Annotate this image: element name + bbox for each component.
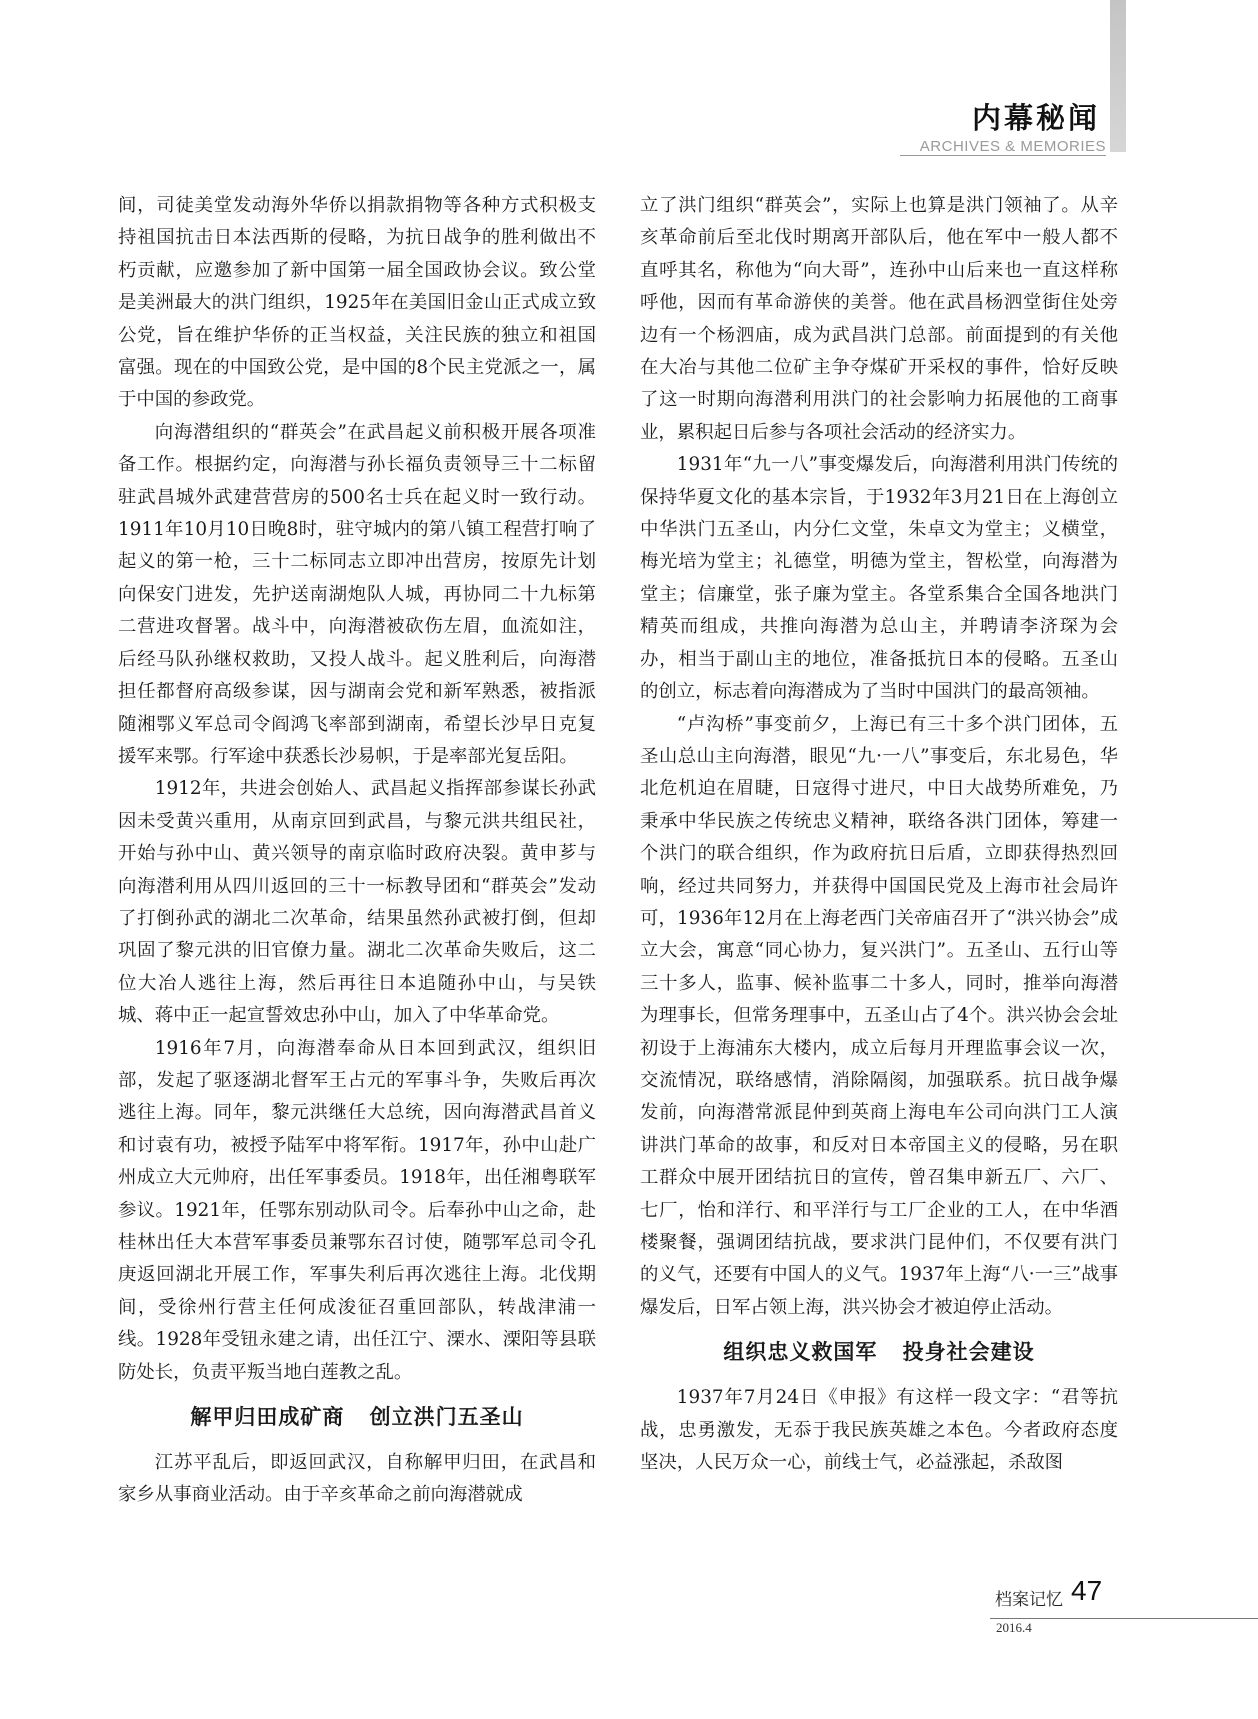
- paragraph: 1912年，共进会创始人、武昌起义指挥部参谋长孙武因未受黄兴重用，从南京回到武昌，与黎元洪共组民社，开始与孙中山、黄兴领导的南京临时政府决裂。黄申芗与向海潜利用从四川返回的三十一标教导团和“群英会”发动了打倒孙武的湖北二次革命，结果虽然孙武被打倒，但却巩固了黎元洪的旧官僚力量。湖北二次革命失败后，这二位大冶人逃往上海，然后再往日本追随孙中山，与吴铁城、蒋中正一起宣誓效忠孙中山，加入了中华革命党。: [118, 778, 596, 1027]
- page-number: 47: [1071, 1575, 1103, 1606]
- paragraph: 立了洪门组织“群英会”，实际上也算是洪门领袖了。从辛亥革命前后至北伐时期离开部队后，他在军中一般人都不直呼其名，称他为“向大哥”，连孙中山后来也一直这样称呼他，因而有革命游侠的美誉。他在武昌杨泗堂街住处旁边有一个杨泗庙，成为武昌洪门总部。前面提到的有关他在大冶与其他二位矿主争夺煤矿开采权的事件，恰好反映了这一时期向海潜利用洪门的社会影响力拓展他的工商事业，累积起日后参与各项社会活动的经济实力。: [640, 195, 1118, 443]
- paragraph: 向海潜组织的“群英会”在武昌起义前积极开展各项准备工作。根据约定，向海潜与孙长福负责领导三十二标留驻武昌城外武建营营房的500名士兵在起义时一致行动。1911年10月10日晚8时，驻守城内的第八镇工程营打响了起义的第一枪，三十二标同志立即冲出营房，按原先计划向保安门进发，先护送南湖炮队人城，再协同二十九标第二营进攻督署。战斗中，向海潜被砍伤左眉，血流如注，后经马队孙继权救助，又投人战斗。起义胜利后，向海潜担任都督府高级参谋，因与湖南会党和新军熟悉，被指派随湘鄂义军总司令阎鸿飞率部到湖南，希望长沙早日克复援军来鄂。行军途中获悉长沙易帜，于是率部光复岳阳。: [118, 421, 596, 767]
- paragraph: 1916年7月，向海潜奉命从日本回到武汉，组织旧部，发起了驱逐湖北督军王占元的军事斗争，失败后再次逃往上海。同年，黎元洪继任大总统，因向海潜武昌首义和讨袁有功，被授予陆军中将军衔。1917年，孙中山赴广州成立大元帅府，出任军事委员。1918年，出任湘粤联军参议。1921年，任鄂东别动队司令。后奉孙中山之命，赴桂林出任大本营军事委员兼鄂东召讨使，随鄂军总司令孔庚返回湖北开展工作，军事失利后再次逃往上海。北伐期间，受徐州行营主任何成浚征召重回部队，转战津浦一线。1928年受钮永建之请，出任江宁、溧水、溧阳等县联防处长，负责平叛当地白莲教之乱。: [118, 1037, 596, 1383]
- section-heading: [118, 1399, 596, 1435]
- issue-date: 2016.4: [996, 1620, 1032, 1635]
- section-subtitle: ARCHIVES & MEMORIES: [919, 138, 1106, 155]
- header-divider: [900, 155, 1106, 156]
- paragraph: “卢沟桥”事变前夕，上海已有三十多个洪门团体，五圣山总山主向海潜，眼见“九·一八”事变后，东北易色，华北危机迫在眉睫，日寇得寸进尺，中日大战势所难免，乃秉承中华民族之传统忠义精神，联络各洪门团体，筹建一个洪门的联合组织，作为政府抗日后盾，立即获得热烈回响，经过共同努力，并获得中国国民党及上海市社会局许可，1936年12月在上海老西门关帝庙召开了“洪兴协会”成立大会，寓意“同心协力，复兴洪门”。五圣山、五行山等三十多人，监事、候补监事二十多人，同时，推举向海潜为理事长，但常务理事中，五圣山占了4个。洪兴协会会址初设于上海浦东大楼内，成立后每月开理监事会议一次，交流情况，联络感情，消除隔阂，加强联系。抗日战争爆发前，向海潜常派昆仲到英商上海电车公司向洪门工人演讲洪门革命的故事，和反对日本帝国主义的侵略，另在职工群众中展开团结抗日的宣传，曾召集申新五厂、六厂、七厂，怡和洋行、和平洋行与工厂企业的工人，在中华酒楼聚餐，强调团结抗战，要求洪门昆仲们，不仅要有洪门的义气，还要有中国人的义气。1937年上海“八·一三”战事爆发后，日军占领上海，洪兴协会才被迫停止活动。: [640, 713, 1118, 1318]
- right-column: [640, 190, 1118, 1479]
- side-tab-bar: [1110, 0, 1126, 152]
- paragraph: 1937年7月24日《申报》有这样一段文字：“君等抗战，忠勇激发，无忝于我民族英雄之本色。今者政府态度坚决，人民万众一心，前线士气，必益涨起，杀敌图: [640, 1387, 1118, 1474]
- magazine-name: 档案记忆: [995, 1590, 1063, 1610]
- heading-part: 解甲归田成矿商: [190, 1405, 345, 1430]
- section-heading: [640, 1334, 1118, 1370]
- paragraph: 间，司徒美堂发动海外华侨以捐款捐物等各种方式积极支持祖国抗击日本法西斯的侵略，为抗日战争的胜利做出不朽贡献，应邀参加了新中国第一届全国政协会议。致公堂是美洲最大的洪门组织，1925年在美国旧金山正式成立致公党，旨在维护华侨的正当权益，关注民族的独立和祖国富强。现在的中国致公党，是中国的8个民主党派之一，属于中国的参政党。: [118, 195, 596, 411]
- paragraph: 江苏平乱后，即返回武汉，自称解甲归田，在武昌和家乡从事商业活动。由于辛亥革命之前向海潜就成: [118, 1452, 596, 1506]
- heading-part: 投身社会建设: [902, 1340, 1035, 1365]
- heading-part: 组织忠义救国军: [723, 1340, 878, 1365]
- left-column: [118, 190, 596, 1512]
- footer-divider: [990, 1618, 1258, 1619]
- paragraph: 1931年“九一八”事变爆发后，向海潜利用洪门传统的保持华夏文化的基本宗旨，于1932年3月21日在上海创立中华洪门五圣山，内分仁文堂，朱卓文为堂主；义横堂，梅光培为堂主；礼德堂，明德为堂主，智松堂，向海潜为堂主；信廉堂，张子廉为堂主。各堂系集合全国各地洪门精英而组成，共推向海潜为总山主，并聘请李济琛为会办，相当于副山主的地位，准备抵抗日本的侵略。五圣山的创立，标志着向海潜成为了当时中国洪门的最高领袖。: [640, 454, 1118, 703]
- section-title: 内幕秘闻: [971, 101, 1100, 135]
- heading-part: 创立洪门五圣山: [369, 1405, 524, 1430]
